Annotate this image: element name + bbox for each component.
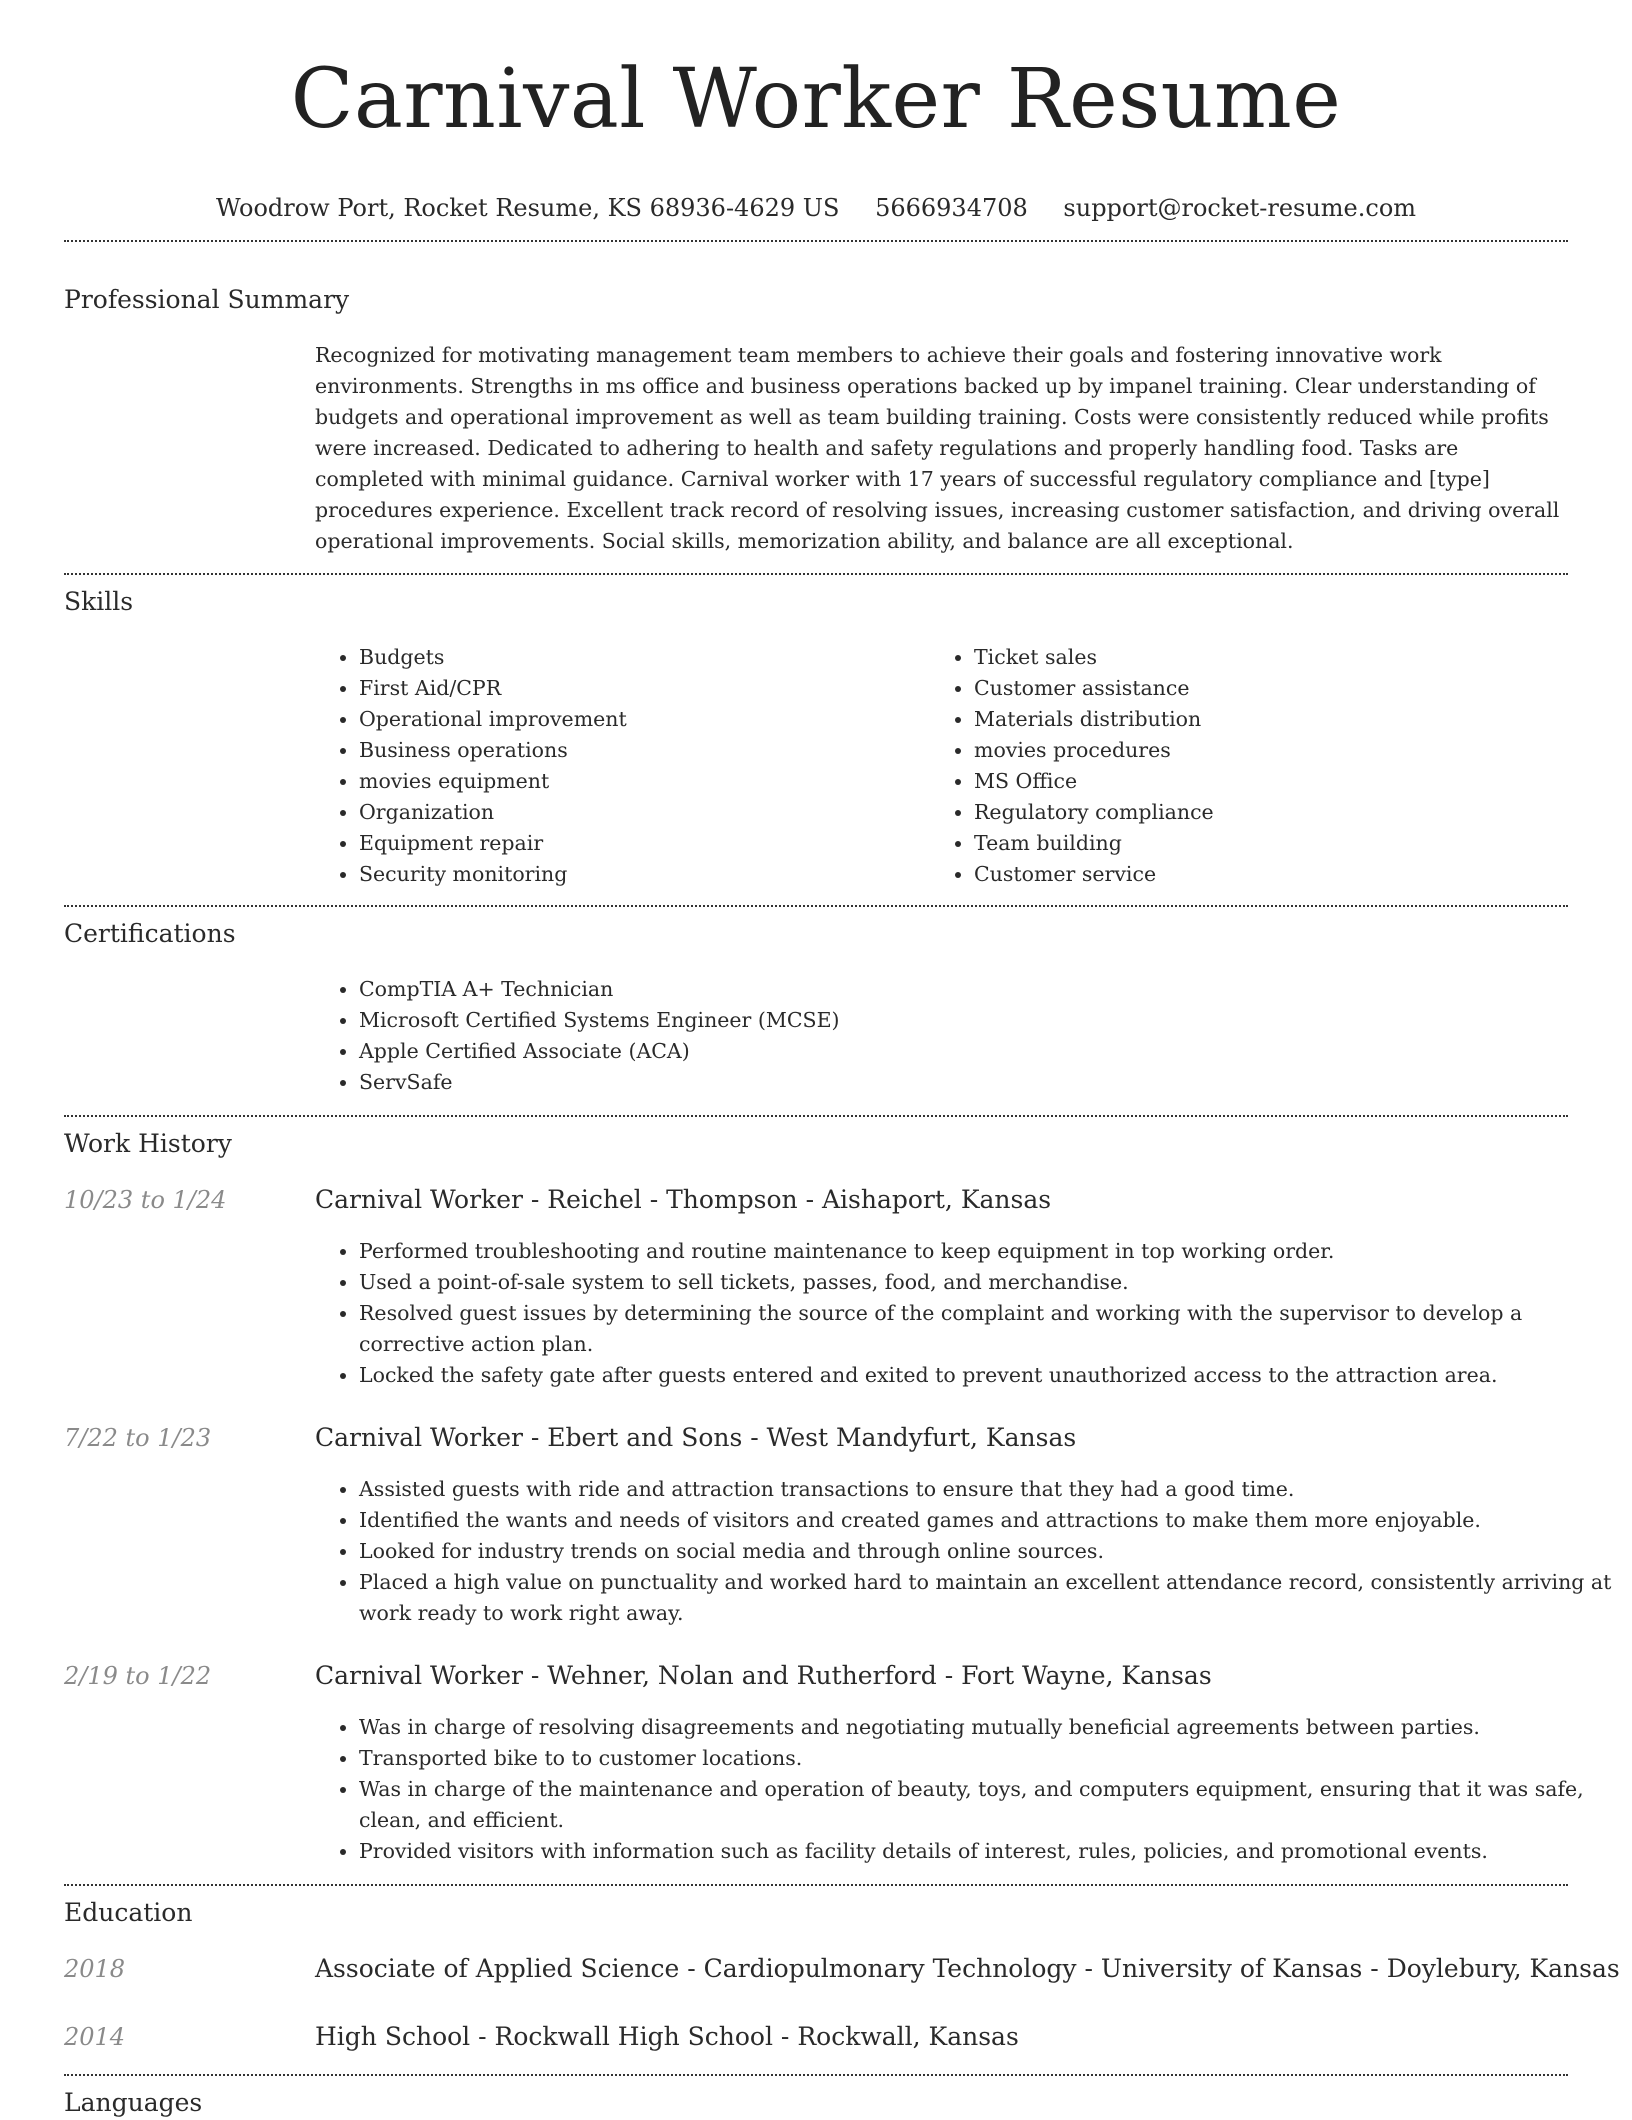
education-school: Rockwall High School - Rockwall, Kansas [494, 2022, 1019, 2051]
skill-item: • Team building [974, 828, 1574, 859]
education-entry: High School - Rockwall High School - Rockwall, Kansas [315, 2022, 1019, 2051]
skill-item: • Customer service [974, 859, 1574, 890]
skill-item: • Budgets [359, 642, 919, 673]
education-heading: Education [64, 1898, 193, 1927]
divider [64, 905, 1568, 907]
job-bullets [315, 1474, 1612, 1629]
job-bullets [315, 1712, 1612, 1867]
education-degree: High School [315, 2022, 471, 2051]
contact-line [64, 190, 1568, 226]
work-history-heading: Work History [64, 1129, 232, 1158]
summary-text: Recognized for motivating management team members to achieve their goals and fostering innovative work environments. Strengths in ms office and business operations backed up by impanel training. Clear understanding of budgets and operational improvement as well as team building training. Costs were consistently reduced while profits were increased. Dedicated to adhering to health and safety regulations and properly handling food. Tasks are completed with minimal guidance. Carnival worker with 17 years of successful regulatory compliance and [type] procedures experience. Excellent track record of resolving issues, increasing customer satisfaction, and driving overall operational improvements. Social skills, memorization ability, and balance are all exceptional. [315, 343, 1560, 553]
job-title: Carnival Worker - Wehner, Nolan and Rutherford - Fort Wayne, Kansas [315, 1661, 1212, 1690]
resume-name: Carnival Worker Resume [290, 52, 1342, 147]
job-bullets [315, 1236, 1612, 1391]
divider [64, 2074, 1568, 2076]
certification-item: • CompTIA A+ Technician [359, 974, 1359, 1005]
job-bullet: • Was in charge of resolving disagreements and negotiating mutually beneficial agreements between parties. [359, 1712, 1612, 1743]
job-bullet: • Was in charge of the maintenance and operation of beauty, toys, and computers equipment, ensuring that it was safe, clean, and efficient. [359, 1774, 1612, 1836]
divider [64, 240, 1568, 242]
contact-address: Woodrow Port, Rocket Resume, KS 68936-4629 US [215, 194, 840, 222]
summary-heading: Professional Summary [64, 285, 350, 314]
skill-item: • Ticket sales [974, 642, 1574, 673]
job-bullet: • Placed a high value on punctuality and worked hard to maintain an excellent attendance record, consistently arriving at work ready to work right away. [359, 1567, 1612, 1629]
skill-item: • Operational improvement [359, 704, 919, 735]
certifications-list [315, 974, 1359, 1098]
skill-item: • movies equipment [359, 766, 919, 797]
skill-item: • Equipment repair [359, 828, 919, 859]
contact-email: support@rocket-resume.com [1063, 194, 1417, 222]
certification-item: • ServSafe [359, 1067, 1359, 1098]
contact-phone: 5666934708 [875, 194, 1028, 222]
skill-item: • Regulatory compliance [974, 797, 1574, 828]
certifications-heading: Certifications [64, 919, 236, 948]
education-year: 2014 [64, 2023, 126, 2051]
certification-item: • Microsoft Certified Systems Engineer (MCSE) [359, 1005, 1359, 1036]
job-bullet: • Resolved guest issues by determining the source of the complaint and working with the supervisor to develop a corrective action plan. [359, 1298, 1612, 1360]
job-bullet: • Performed troubleshooting and routine maintenance to keep equipment in top working order. [359, 1236, 1612, 1267]
skill-item: • MS Office [974, 766, 1574, 797]
job-bullet: • Transported bike to to customer locations. [359, 1743, 1612, 1774]
job-dates: 2/19 to 1/22 [64, 1662, 212, 1690]
skill-item: • Security monitoring [359, 859, 919, 890]
job-bullet: • Provided visitors with information such as facility details of interest, rules, policies, and promotional events. [359, 1836, 1612, 1867]
education-year: 2018 [64, 1955, 126, 1983]
certification-item: • Apple Certified Associate (ACA) [359, 1036, 1359, 1067]
divider [64, 573, 1568, 575]
languages-heading: Languages [64, 2088, 203, 2117]
skills-list-right [930, 642, 1574, 890]
education-degree: Associate of Applied Science - Cardiopulmonary Technology [315, 1954, 1077, 1983]
job-title: Carnival Worker - Reichel - Thompson - Aishaport, Kansas [315, 1185, 1052, 1214]
skills-heading: Skills [64, 587, 134, 616]
job-bullet: • Identified the wants and needs of visitors and created games and attractions to make them more enjoyable. [359, 1505, 1612, 1536]
education-school: University of Kansas - Doylebury, Kansas [1100, 1954, 1620, 1983]
job-bullet: • Looked for industry trends on social media and through online sources. [359, 1536, 1612, 1567]
job-dates: 10/23 to 1/24 [64, 1186, 227, 1214]
education-entry: Associate of Applied Science - Cardiopulmonary Technology - University of Kansas - Doylebury, Kansas [315, 1954, 1620, 1983]
skills-list-left [315, 642, 919, 890]
resume-page [64, 0, 1620, 2117]
skill-item: • movies procedures [974, 735, 1574, 766]
skill-item: • Organization [359, 797, 919, 828]
skill-item: • Business operations [359, 735, 919, 766]
job-dates: 7/22 to 1/23 [64, 1424, 212, 1452]
skill-item: • First Aid/CPR [359, 673, 919, 704]
job-title: Carnival Worker - Ebert and Sons - West Mandyfurt, Kansas [315, 1423, 1077, 1452]
job-bullet: • Used a point-of-sale system to sell tickets, passes, food, and merchandise. [359, 1267, 1612, 1298]
divider [64, 1884, 1568, 1886]
skill-item: • Materials distribution [974, 704, 1574, 735]
job-bullet: • Assisted guests with ride and attraction transactions to ensure that they had a good time. [359, 1474, 1612, 1505]
skill-item: • Customer assistance [974, 673, 1574, 704]
divider [64, 1115, 1568, 1117]
job-bullet: • Locked the safety gate after guests entered and exited to prevent unauthorized access to the attraction area. [359, 1360, 1612, 1391]
